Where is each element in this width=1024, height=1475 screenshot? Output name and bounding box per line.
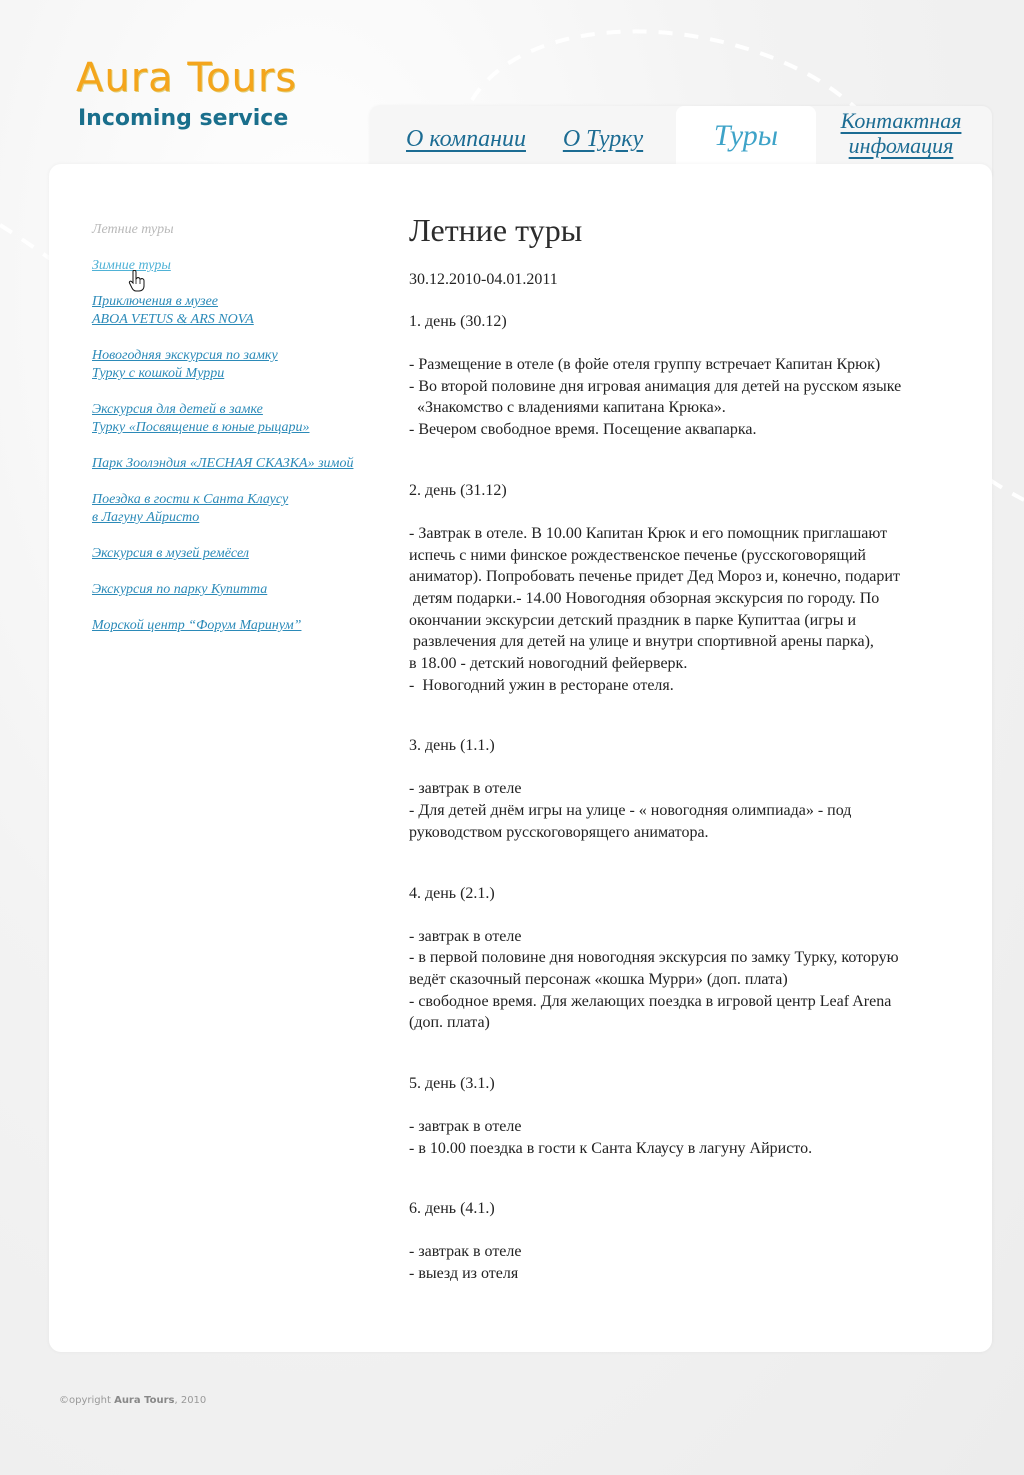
- tab-about-turku[interactable]: О Турку: [562, 126, 644, 152]
- day-block: [409, 1074, 979, 1159]
- tab-contacts[interactable]: Контактная инфомация: [840, 108, 962, 158]
- hand-pointer-icon: [128, 270, 146, 292]
- sidebar-item-crafts-museum[interactable]: Экскурсия в музей ремёсел: [92, 546, 249, 561]
- day-block: [409, 884, 979, 1035]
- program-line: (доп. плата): [409, 1014, 490, 1032]
- program-line: - Размещение в отеле (в фойе отеля группу встречает Капитан Крюк): [409, 356, 881, 373]
- program-line: - выезд из отеля: [409, 1265, 519, 1283]
- logo-title: Aura Tours: [76, 55, 298, 101]
- day-block: [409, 736, 979, 843]
- program-line: детям подарки.- 14.00 Новогодняя обзорная экскурсия по городу. По: [409, 589, 880, 607]
- program-line: развлечения для детей на улице и внутри спортивной арены парка),: [409, 633, 874, 651]
- program-line: - завтрак в отеле: [409, 927, 522, 945]
- tour-content: [409, 210, 979, 1285]
- day-title: 4. день (2.1.): [409, 884, 495, 902]
- tab-tours[interactable]: Туры: [676, 106, 816, 170]
- day-title: 2. день (31.12): [409, 481, 507, 499]
- program-line: аниматор). Попробовать печенье придет Дед Мороз и, конечно, подарит: [409, 568, 900, 586]
- sidebar-item-kupittaa-park[interactable]: Экскурсия по парку Купитта: [92, 582, 268, 597]
- day-title: 5. день (3.1.): [409, 1075, 495, 1093]
- program-line: окончании экскурсии детский праздник в парке Купиттаа (игры и: [409, 611, 857, 629]
- day-program: [409, 523, 979, 697]
- sidebar-item-museum-adventures[interactable]: Приключения в музее ABOA VETUS & ARS NOVA: [92, 294, 254, 327]
- day-block: [409, 312, 979, 441]
- program-line: - Новогодний ужин в ресторане отеля.: [409, 676, 674, 694]
- program-line: руководством русскоговорящего аниматора.: [409, 823, 709, 841]
- program-line: - свободное время. Для желающих поездка в игровой центр Leaf Arena: [409, 992, 892, 1010]
- program-line: «Знакомство с владениями капитана Крюка».: [409, 399, 726, 417]
- day-program: [409, 1241, 979, 1284]
- sidebar-item-castle-knights[interactable]: Экскурсия для детей в замке Турку «Посвящение в юные рыцари»: [92, 402, 310, 435]
- sidebar-item-winter-tours[interactable]: Зимние туры: [92, 258, 171, 273]
- day-program: [409, 778, 979, 843]
- program-line: - в 10.00 поездка в гости к Санта Клаусу в лагуну Айристо.: [409, 1139, 813, 1157]
- tour-dates: 30.12.2010-04.01.2011: [409, 271, 558, 288]
- program-line: испечь с ними финское рождественское печенье (русскоговорящий: [409, 546, 866, 564]
- sidebar-item-castle-murri[interactable]: Новогодняя экскурсия по замку Турку с кошкой Мурри: [92, 348, 278, 381]
- day-program: [409, 354, 979, 441]
- program-line: - завтрак в отеле: [409, 1243, 522, 1261]
- program-line: - Завтрак в отеле. В 10.00 Капитан Крюк и его помощник приглашают: [409, 524, 888, 542]
- day-title: 3. день (1.1.): [409, 737, 495, 755]
- page-title: Летние туры: [409, 212, 583, 248]
- footer-copyright: ©opyright Aura Tours, 2010: [59, 1395, 207, 1406]
- day-block: [409, 481, 979, 697]
- day-title: 1. день (30.12): [409, 313, 507, 330]
- program-line: - Вечером свободное время. Посещение аквапарка.: [409, 421, 757, 439]
- program-line: - завтрак в отеле: [409, 1118, 522, 1136]
- logo[interactable]: [76, 55, 298, 131]
- program-line: - Во второй половине дня игровая анимация для детей на русском языке: [409, 377, 902, 395]
- tab-about-company[interactable]: О компании: [406, 126, 526, 152]
- sidebar-item-santa-claus[interactable]: Поездка в гости к Санта Клаусу в Лагуну Айристо: [92, 492, 289, 525]
- day-block: [409, 1199, 979, 1284]
- tour-days: [409, 312, 979, 1285]
- program-line: в 18.00 - детский новогодний фейерверк.: [409, 655, 688, 673]
- day-program: [409, 1116, 979, 1159]
- sidebar-item-zooland[interactable]: Парк Зоолэндия «ЛЕСНАЯ СКАЗКА» зимой: [92, 456, 354, 471]
- program-line: ведёт сказочный персонаж «кошка Мурри» (доп. плата): [409, 970, 788, 988]
- day-title: 6. день (4.1.): [409, 1200, 495, 1218]
- logo-subtitle: Incoming service: [78, 106, 289, 131]
- program-line: - в первой половине дня новогодняя экскурсия по замку Турку, которую: [409, 949, 899, 967]
- program-line: - Для детей днём игры на улице - « новогодняя олимпиада» - под: [409, 802, 852, 820]
- program-line: - завтрак в отеле: [409, 780, 522, 798]
- day-program: [409, 926, 979, 1035]
- sidebar-item-forum-marinum[interactable]: Морской центр “Форум Маринум”: [92, 618, 302, 633]
- sidebar-item-summer-tours[interactable]: Летние туры: [92, 222, 174, 237]
